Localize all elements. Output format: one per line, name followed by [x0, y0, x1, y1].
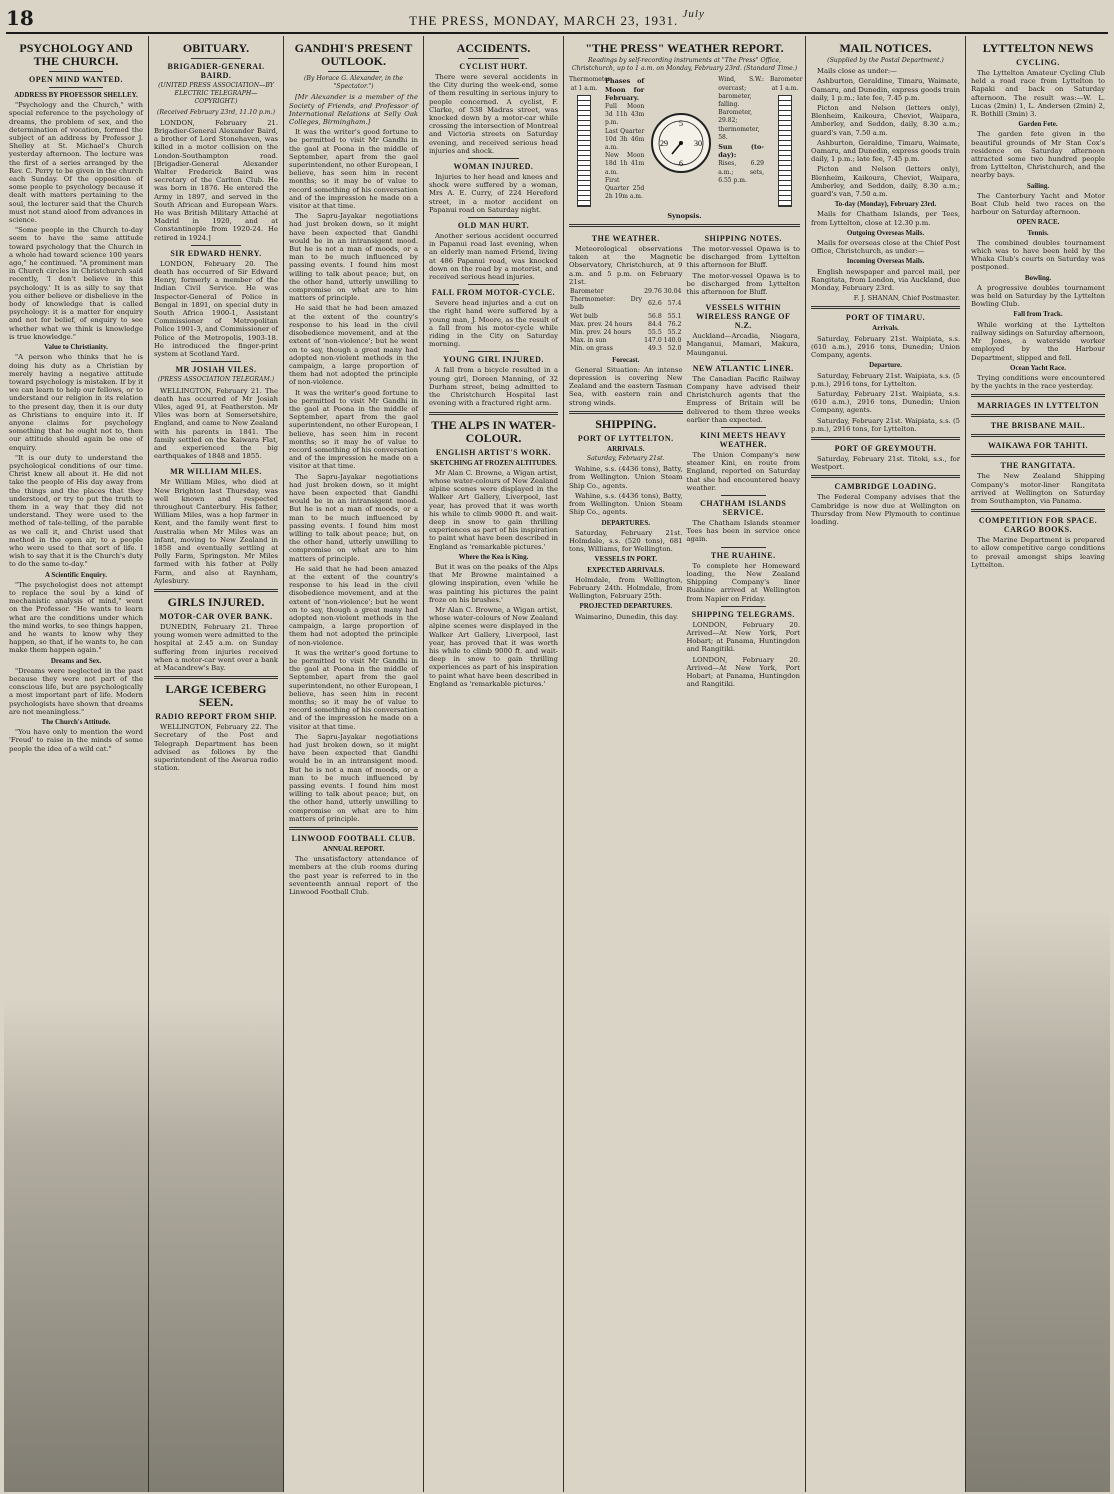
stat-value: 140.0 [663, 337, 682, 345]
forecast-head: Forecast. [612, 355, 640, 364]
headline-telegrams: SHIPPING TELEGRAMS. [691, 609, 795, 619]
article-paragraph: It was the writer's good fortune to be permitted to visit Mr Gandhi in the gaol at Poona in the middle of September, apart from the gaol superintendent, no other European, I believe, has seen him in recent months; so it may be of value to record something of his conversation and of the impression he made on a visitor at that time. [289, 648, 418, 731]
stat-label: Min. on grass [570, 345, 613, 353]
subhead-miles: MR WILLIAM MILES. [170, 467, 262, 477]
headline-shipping-notes: SHIPPING NOTES. [704, 234, 782, 244]
moon-phases [605, 76, 644, 208]
article-paragraph: He said that he had been amazed at the extent of the country's response to his lead in the civil disobedience movement, and at the extent of 'non-violence'; but he went on to say, though a great many had adopted non-violent methods in the campaign, a large proportion of them had not adopted the principle of non-violence. [289, 304, 418, 387]
masthead-title [46, 8, 1068, 29]
article-paragraph: English newspaper and parcel mail, per Rangitata, from London, via Auckland, due Monday, February 23rd. [811, 267, 960, 293]
article-paragraph: The Lyttelton Amateur Cycling Club held a road race from Lyttelton to Rapaki and back on Saturday afternoon. The result was:—W. L. Lucas (2min) 1, L. Andersen (2min) 2, R. Bothill (3min) 3. [971, 69, 1105, 119]
article-paragraph: Ashburton, Geraldine, Timaru, Waimate, Oamaru, and Dunedin, express goods train daily, 1 p.m.; late fee, 7.45 p.m. [811, 138, 960, 164]
weather-right [687, 231, 801, 690]
wind-reading: Wind, S.W.: overcast; barometer, falling. [718, 76, 764, 109]
subhead-annual-report: ANNUAL REPORT. [322, 845, 385, 854]
article-paragraph: The unsatisfactory attendance of members at the club rooms during the past year is referred to in the seventeenth annual report of the Linwood Football Club. [289, 855, 418, 897]
headline-chatham: CHATHAM ISLANDS SERVICE. [700, 499, 787, 518]
section-head: Tennis. [1027, 228, 1049, 237]
article-paragraph: Mails for overseas close at the Chief Post Office, Christchurch, as under:— [811, 239, 960, 256]
timaru-departure: Departure. [869, 361, 902, 370]
article-paragraph: WELLINGTON, February 22. The Secretary of the Post and Telegraph Department has been advised as follows by the superintendent of the Awarua radio station. [154, 723, 278, 773]
stat-value: 84.4 [648, 320, 662, 328]
article-paragraph: Mr Alan C. Browne, a Wigan artist, whose water-colours of New Zealand alpine scenes were displayed in the Walker Art Gallery, Liverpool, last year, has proved that it was worth his while to climb 9000 ft. and wait-deep in snow to gain thrilling experiences as part of his inspiration to paint what have been described in England as 'remarkable pictures.' [429, 468, 558, 551]
received-note: (Received February 23rd, 11.10 p.m.) [156, 108, 276, 116]
synopsis-head: Synopsis. [667, 211, 702, 220]
moon-phases-head: Phases of Moon for February. [605, 77, 645, 102]
headline-lyttelton-news: LYTTELTON NEWS [982, 41, 1094, 55]
stat-value: 30.04 [663, 288, 682, 296]
subhead-baird: BRIGADIER-GENERAL BAIRD. [167, 62, 265, 80]
article-paragraph: Another serious accident occurred in Papanui road last evening, when an elderly man named Friend, living at 486 Papanui road, was knocked down on the road by a motorist, and received serious head injuries. [429, 232, 558, 282]
article-paragraph: Auckland—Arcadia, Niagara, Manganui, Mamari, Makura, Maunganui. [686, 332, 800, 357]
headline-alps: THE ALPS IN WATER-COLOUR. [431, 417, 556, 445]
stat-label: Max. prev. 24 hours [570, 320, 633, 328]
headline-kini: KINI MEETS HEAVY WEATHER. [700, 431, 787, 450]
arrivals-head: ARRIVALS. [607, 444, 645, 453]
stat-value: 147.0 [644, 337, 662, 345]
column-gandhi [284, 36, 424, 1492]
moon-phase: Last Quarter 10d 3h 46m a.m. [605, 127, 645, 152]
article-paragraph: Injuries to her head and knees and shock were suffered by a woman, Mrs A. E. Curry, of 224 Hereford street, in a motor accident on Papanui road on Saturday night. [429, 173, 558, 214]
article-paragraph: "It is our duty to understand the psychological conditions of our time. Christ knew all about it. He did not take the people of His day away from the things and the places that they understood, or try to put the truth to them in a way that they did not understand. They were used to the method of tale-telling, of the parable as we call it, and Christ used that method in the open air, to a people who were used to that sort of life. I wish to say that it is the Church's duty to do the same to-day." [9, 453, 143, 569]
headline-accidents: ACCIDENTS. [456, 41, 531, 55]
signature: F. J. SHANAN, Chief Postmaster. [853, 294, 960, 303]
headline-iceberg: LARGE ICEBERG SEEN. [165, 682, 267, 710]
article-paragraph: Ashburton, Geraldine, Timaru, Waimate, Oamaru, and Dunedin, express goods train daily, 1 p.m.; late fee, 7.45 p.m. [811, 77, 960, 102]
article-paragraph: "Psychology and the Church," with special reference to the psychology of dreams, the problem of sex, and the determination of vocation, formed the subject of an address by Professor J. Shelley at St. Michael's Church yesterday afternoon. The lecture was the first of a series arranged by the Rev. C. Perry to be given in the church each Sunday. Of the opposition of some people to psychology because it dealt with matters pertaining to the soul, the lecturer said that the Church must not stand aloof from advances in science. [9, 101, 143, 225]
vessels-head: VESSELS IN PORT. [594, 555, 657, 564]
article-paragraph: General Situation: An intense depression is covering New Zealand and the eastern Tasman Sea, with eastern rain and strong winds. [569, 365, 683, 407]
stat-label: Min. prev. 24 hours [570, 329, 632, 337]
byline: (By Horace G. Alexander, in the "Spectator.") [303, 75, 404, 91]
weather-stats-row [569, 337, 683, 345]
timaru-arrivals: Arrivals. [872, 324, 899, 333]
article-paragraph: The Sapru-Jayakar negotiations had just broken down, so it might have been expected that Gandhi would be in an intransigent mood. But he is not a man of moods, or a man to be much influenced by passing events. I found him most willing to talk about peace; but, on the other hand, utterly unwilling to compromise on what are to him matters of principle. [289, 732, 418, 823]
article-paragraph: The Sapru-Jayakar negotiations had just broken down, so it might have been expected that Gandhi would be in an intransigent mood. But he is not a man of moods, or a man to be much influenced by passing events. I found him most willing to talk about peace; but, on the other hand, utterly unwilling to compromise on what are to him matters of principle. [289, 472, 418, 563]
headline-obituary: OBITUARY. [182, 41, 250, 55]
article-paragraph: Waimarino, Dunedin, this day. [575, 612, 679, 621]
headline-ruahine: THE RUAHINE. [710, 550, 776, 560]
headline-cambridge: CAMBRIDGE LOADING. [834, 482, 937, 492]
article-paragraph: DUNEDIN, February 21. Three young women were admitted to the hospital at 2.45 a.m. on Sunday suffering from injuries received when a motor-car went over a bank at Macandrew's Bay. [154, 622, 278, 672]
article-paragraph: Mails for Chatham Islands, per Tees, from Lyttelton, close at 12.30 p.m. [811, 210, 960, 227]
article-paragraph: The New Zealand Shipping Company's motor-liner Rangitata arrived at Wellington on Saturday from Southampton, via Panama. [971, 472, 1105, 505]
article-paragraph: The Canterbury Yacht and Motor Boat Club held two races on the harbour on Saturday afternoon. [971, 191, 1105, 217]
agency-credit: (UNITED PRESS ASSOCIATION—BY ELECTRIC TELEGRAPH—COPYRIGHT.) [158, 82, 274, 106]
article-paragraph: It was the writer's good fortune to be permitted to visit Mr Gandhi in the gaol at Poona in the middle of September, apart from the gaol superintendent, no other European, I believe, has seen him in recent months; so it may be of value to record something of his conversation and of the impression he made on a visitor at that time. [289, 388, 418, 471]
headline-marriages: MARRIAGES IN LYTTELTON [977, 401, 1099, 411]
stat-value: 55.5 [648, 329, 662, 337]
subhead-motorcar: MOTOR-CAR OVER BANK. [159, 611, 273, 621]
mail-source: (Supplied by the Postal Department.) [827, 57, 944, 64]
section-head: Ocean Yacht Race. [1010, 363, 1066, 372]
article-paragraph: Mails close as under:— [817, 67, 897, 76]
article-paragraph: To complete her Homeward loading, the New Zealand Shipping Company's liner Ruahine arrived at Wellington from Napier on Friday. [686, 561, 800, 603]
article-paragraph: Picton and Nelson (letters only), Blenheim, Kaikoura, Cheviot, Waipara, Amberley, and Seddon, daily, 8.30 a.m.; guard's van, 7.50 a.m. [811, 165, 960, 199]
article-paragraph: "Some people in the Church to-day seem to have the same attitude toward psychology that the Church in a whole had toward science 100 years ago," he continued. "A prominent man in Church circles in Christchurch said recently, 'I don't believe in this psychology.' It is as silly to say that you either believe or disbelieve in the body of knowledge that is called psychology: it is a matter for enquiry and not for belief, of enquiry to see whether what we think is knowledge is true knowledge." [9, 226, 143, 341]
article-paragraph: The Federal Company advises that the Cambridge is now due at Wellington on Thursday from New Plymouth to continue loading. [811, 493, 960, 526]
article-paragraph: "A person who thinks that he is doing his duty as a Christian by merely having a negative attitude toward psychology is mistaken. If by it we can learn to help our fellows, or to understand our religion in its relation to the present day, then it is our duty as Christians to enquire into it. If anyone claims for psychology something that he ought not to, then our attitude should again be one of enquiry. [9, 353, 143, 452]
article-paragraph: Saturday, February 21st. Waipiata, s.s. (610 a.m.), 2916 tons, Dunedin; Union Company, agents. [811, 389, 960, 415]
subhead-open-mind: OPEN MIND WANTED. [29, 75, 123, 84]
columns [4, 36, 1110, 1492]
article-paragraph: Severe head injuries and a cut on the right hand were suffered by a young man, J. Moore, as the result of a fall from his motor-cycle while riding in the City on Saturday morning. [429, 299, 558, 349]
page-number: 18 [6, 6, 34, 30]
subhead-cyclist: CYCLIST HURT. [459, 62, 528, 71]
column-psychology [4, 36, 149, 1492]
headline-psychology: PSYCHOLOGY AND THE CHURCH. [19, 41, 133, 68]
stat-label: Wet bulb [570, 312, 598, 320]
article-paragraph: But it was on the peaks of the Alps that Mr Browne maintained a glowing inspiration, even 'while he was painting his pictures the paint froze on his brushes.' [429, 562, 558, 604]
headline-weather-report: "THE PRESS" WEATHER REPORT. [585, 41, 784, 55]
headline-waikawa: WAIKAWA FOR TAHITI. [987, 441, 1089, 451]
section-head: To-day (Monday), February 23rd. [834, 200, 937, 209]
article-paragraph: While working at the Lyttelton railway sidings on Saturday afternoon, Mr Jones, a waterside worker employed by the Harbour Department, slipped and fell. [971, 320, 1105, 362]
section-head: Garden Fete. [1018, 120, 1058, 129]
section-head: A Scientific Enquiry. [44, 570, 108, 579]
section-head: Incoming Overseas Mails. [846, 257, 925, 266]
sun-head: Sun (to-day): [718, 143, 764, 160]
print-shadow [966, 910, 1110, 1492]
barometer-dial [650, 76, 712, 208]
print-shadow [149, 997, 283, 1492]
handwritten-annotation: July [682, 8, 705, 20]
subhead-artist: ENGLISH ARTIST'S WORK. [435, 447, 552, 457]
subhead-fall: FALL FROM MOTOR-CYCLE. [431, 288, 556, 298]
subhead-sketching: SKETCHING AT FROZEN ALTITUDES. [430, 458, 557, 467]
article-paragraph: Saturday, February 21st. Titoki, s.s., for Westport. [811, 454, 960, 472]
stat-label: Max. in sun [570, 337, 607, 345]
weather-stats-row [569, 288, 683, 296]
stat-value: 55.1 [667, 312, 682, 320]
article-paragraph: Holmdale, from Wellington, February 24th. Holmdale, from Wellington, February 25th. [569, 575, 683, 601]
subhead-woman: WOMAN INJURED. [453, 162, 534, 172]
barometer-dial-icon [650, 112, 712, 174]
article-paragraph: Saturday, February 21st. Waipiata, s.s. (5 p.m.), 2916 tons, for Lyttelton. [811, 416, 960, 433]
section-head: Outgoing Overseas Mails. [846, 228, 925, 237]
article-paragraph: A fall from a bicycle resulted in a young girl, Doreen Manning, of 32 Durham street, being admitted to the Christchurch Hospital last evening with a fractured right arm. [429, 366, 558, 408]
article-paragraph: He said that he had been amazed at the extent of the country's response to his lead in the civil disobedience movement, and at the extent of 'non-violence'; but he went on to say, though a great many had adopted non-violent methods in the campaign, a large proportion of them had not adopted the principle of non-violence. [289, 564, 418, 647]
moon-phase: First Quarter 25d 2h 19m a.m. [605, 176, 645, 201]
projected-head: PROJECTED DEPARTURES. [579, 602, 673, 611]
svg-text:5: 5 [679, 118, 684, 128]
section-head: Bowling. [1024, 273, 1052, 282]
article-paragraph: "You have only to mention the word 'Freud' to raise in the minds of some people the idea of a wild cat." [9, 728, 143, 753]
barometer-graphic [778, 95, 792, 207]
subhead-old-man: OLD MAN HURT. [457, 221, 530, 231]
departures-head: DEPARTURES. [601, 518, 650, 527]
article-paragraph: LONDON, February 21. Brigadier-General Alexander Baird, a brother of Lord Stonehaven, was killed in a motor collision on the London-Southampton road. [Brigadier-General Alexander Walter Frederick Baird was secretary of the Carlton Club. He was born in 1876. He entered the Army in 1897, and served in the South African and European Wars. He was British Military Attaché at Madrid in 1920, and at Constantinople from 1920-24. He retired in 1924.] [154, 118, 278, 242]
sun-times [718, 76, 764, 208]
article-paragraph: LONDON, February 20. Arrived—At New York, Port Hobart; at Panama, Huntingdon and Rangitiki. [686, 655, 800, 689]
headline-greymouth: PORT OF GREYMOUTH. [834, 443, 937, 453]
headline-girls-injured: GIRLS INJURED. [167, 594, 265, 609]
svg-text:6: 6 [679, 158, 684, 168]
article-paragraph: Trying conditions were encountered by the yachts in the race yesterday. [971, 373, 1105, 391]
subhead-henry: SIR EDWARD HENRY. [170, 248, 262, 258]
article-paragraph: The combined doubles tournament which was to have been held by the Whaka Club's courts on Saturday was postponed. [971, 238, 1105, 272]
instrument-readings: Barometer, 29.82; thermometer, 58. [718, 109, 760, 141]
subhead-lyttelton: PORT OF LYTTELTON. [577, 433, 674, 443]
stat-value: 49.3 [648, 345, 662, 353]
article-paragraph: LONDON, February 20. The death has occurred of Sir Edward Henry, formerly a member of the Indian Civil Service. He was Inspector-General of Police in Bengal in 1891, on special duty in South Africa 1900-1, Assistant Commissioner of Metropolitan Police 1901-3, and Commissioner of Police of the Metropolis, 1903-18. He introduced the finger-print system at Scotland Yard. [154, 259, 278, 359]
stat-value: 57.4 [667, 300, 682, 308]
article-paragraph: A progressive doubles tournament was held on Saturday by the Lyttelton Bowling Club. [971, 283, 1105, 309]
headline-competition: COMPETITION FOR SPACE. CARGO BOOKS. [978, 516, 1098, 535]
headline-atlantic: NEW ATLANTIC LINER. [692, 363, 794, 373]
stat-value: 55.2 [667, 329, 682, 337]
weather-stats-table [569, 288, 683, 354]
moon-phase: New Moon 18d 1h 41m a.m. [605, 152, 645, 176]
stat-value: 56.8 [648, 312, 662, 320]
headline-gandhi: GANDHI'S PRESENT OUTLOOK. [294, 41, 413, 68]
weather-instruments [569, 76, 803, 208]
masthead [6, 6, 1108, 34]
article-paragraph: LONDON, February 20. Arrived—At New York, Port Hobart; at Panama, Huntingdon and Rangitiki. [686, 620, 800, 654]
subhead-cycling: CYCLING. [1016, 58, 1060, 67]
section-head: Fall from Track. [1013, 310, 1063, 319]
column-obituary [149, 36, 284, 1492]
section-head: The Church's Attitude. [41, 718, 111, 727]
svg-text:29: 29 [660, 138, 669, 148]
thermometer-label: Thermometer at 1 a.m. [569, 76, 611, 92]
subhead-address: ADDRESS BY PROFESSOR SHELLEY. [14, 91, 138, 99]
article-paragraph: The garden fete given in the beautiful grounds of Mr Stan Cox's residence on Saturday afternoon attracted some two hundred people from Lyttelton, Christchurch, and the nearby bays. [971, 130, 1105, 180]
section-head: Dreams and Sex. [50, 656, 102, 665]
barometer-label: Barometer at 1 a.m. [770, 76, 803, 92]
section-head: OPEN RACE. [1016, 218, 1060, 227]
subhead-girl: YOUNG GIRL INJURED. [443, 355, 544, 365]
weather-left [569, 231, 683, 690]
column-mail-notices [806, 36, 966, 1492]
headline-shipping: SHIPPING. [595, 416, 657, 431]
article-paragraph: The Sapru-Jayakar negotiations had just broken down, so it might have been expected that Gandhi would be in an intransigent mood. But he is not a man of moods, or a man to be much influenced by passing events. I found him most willing to talk about peace; but, on the other hand, utterly unwilling to compromise on what are to him matters of principle. [289, 212, 418, 303]
weather-subline: Readings by self-recording instruments at "The Press" Office, Christchurch, up to 1 a.m. on Monday, February 23rd. (Standard Time.) [571, 57, 798, 73]
article-paragraph: It was the writer's good fortune to be permitted to visit Mr Gandhi in the gaol at Poona in the middle of September, apart from the gaol superintendent, no other European, I believe, has seen him in recent months; so it may be of value to record something of his conversation and of the impression he made on a visitor at that time. [289, 128, 418, 211]
article-paragraph: "Dreams were neglected in the past because they were not part of the conscious life, but are psychologically a most important part of life. Modern psychologists have shown that dreams are not meaningless." [9, 666, 143, 716]
column-weather-shipping [564, 36, 806, 1492]
subhead-radio: RADIO REPORT FROM SHIP. [155, 712, 277, 722]
article-paragraph: Saturday, February 21st. Waipiata, s.s. (5 p.m.), 2916 tons, for Lyttelton. [811, 371, 960, 388]
article-paragraph: Saturday, February 21st. Waipiata, s.s. (610 a.m.), 2916 tons, Dunedin; Union Company, agents. [811, 334, 960, 360]
article-paragraph: The Chatham Islands steamer Tees has been in service once again. [686, 519, 800, 544]
stat-value: 62.6 [648, 300, 662, 308]
moon-phase: Full Moon 3d 11h 43m p.m. [605, 103, 645, 127]
article-paragraph: Mr William Miles, who died at New Brighton last Thursday, was well known and respected throughout Canterbury. His father, William Miles, was a hop farmer in Kent, and the family went first to Australia when Mr Miles was an infant, moving to New Zealand in 1858 and eventually settling at Polly Farm, Springston. Mr Miles farmed with his father at Polly Farm, and also at Raynham, Aylesbury. [154, 478, 278, 585]
stat-label: Thermometer: Dry bulb [570, 296, 643, 312]
headline-vessels-within: VESSELS WITHIN WIRELESS RANGE OF N.Z. [696, 303, 791, 331]
article-paragraph: Picton and Nelson (letters only), Blenheim, Kaikoura, Cheviot, Waipara, Amberley, and Seddon, daily, 8.30 a.m.; guard's van, 7.50 a.m. [811, 104, 960, 137]
headline-linwood: LINWOOD FOOTBALL CLUB. [291, 834, 416, 844]
section-head: Where the Kea is King. [458, 552, 529, 561]
expected-head: EXPECTED ARRIVALS. [587, 565, 665, 574]
article-paragraph: Meteorological observations taken at the Magnetic Observatory, Christchurch, at 9 a.m. and 5 p.m. on February 21st. [569, 245, 683, 286]
section-head: Sailing. [1026, 181, 1050, 190]
subhead-viles: MR JOSIAH VILES. [175, 365, 257, 375]
section-head: Value to Christianity. [44, 343, 108, 352]
headline-brisbane: THE BRISBANE MAIL. [990, 421, 1086, 431]
barometer-panel [770, 76, 803, 208]
column-lyttelton [966, 36, 1110, 1492]
article-paragraph: "The psychologist does not attempt to replace the soul by a kind of mechanistic analysis of mind," went on the Professor. "He wants to learn what are the conditions under which the mind works, to see things happen, and he wants to know why they happen, so that, if he wants to, he can make them happen again." [9, 580, 143, 655]
agency-credit: (PRESS ASSOCIATION TELEGRAM.) [157, 376, 275, 384]
weather-stats-row [569, 345, 683, 353]
weather-stats-row [569, 313, 683, 321]
article-paragraph: Wahine, s.s. (4436 tons), Batty, from Wellington. Union Steam Ship Co., agents. [569, 491, 683, 517]
headline-the-weather: THE WEATHER. [591, 234, 660, 244]
stat-value: 29.76 [644, 288, 662, 296]
article-paragraph: Mr Alan C. Browne, a Wigan artist, whose water-colours of New Zealand alpine scenes were displayed in the Walker Art Gallery, Liverpool, last year, has proved that it was worth his while to climb 9000 ft. and wait-deep in snow to gain thrilling experiences as part of his inspiration to paint what have been described in England as 'remarkable pictures.' [429, 605, 558, 688]
arrivals-date: Saturday, February 21st. [586, 455, 665, 463]
article-paragraph: The motor-vessel Opawa is to be discharged from Lyttelton this afternoon for Bluff. [686, 245, 800, 270]
sun-times-text: Rises, 6.29 a.m.; sets, 6.55 p.m. [718, 160, 764, 184]
print-shadow [4, 997, 148, 1492]
headline-mail-notices: MAIL NOTICES. [839, 41, 932, 55]
article-paragraph: WELLINGTON, February 21. The death has occurred of Mr Josiah Viles, aged 91, at Featherston. Mr Viles was born at Somersetshire, England, and came to New Zealand with his parents in 1841. The family settled on the Kaiwara Flat, and experienced the big earthquakes of 1848 and 1855. [154, 386, 278, 461]
column-accidents [424, 36, 564, 1492]
thermometer-panel [569, 76, 611, 208]
svg-text:30: 30 [694, 138, 703, 148]
stat-value: 76.2 [667, 320, 682, 328]
headline-timaru: PORT OF TIMARU. [845, 313, 926, 323]
weather-stats-row [569, 329, 683, 337]
weather-stats-row [569, 296, 683, 312]
article-paragraph: The Canadian Pacific Railway Company have advised their Christchurch agents that the Empress of Britain will be delivered to them three weeks earlier than expected. [686, 374, 800, 424]
article-paragraph: There were several accidents in the City during the week-end, some of them resulting in serious injury to people concerned. A cyclist, F. Clarke, of 538 Madras street, was knocked down by a motor-car while crossing the intersection of Montreal and Victoria streets on Saturday evening, and received serious head injuries and shock. [429, 73, 558, 155]
article-paragraph: Wahine, s.s. (4436 tons), Batty, from Wellington. Union Steam Ship Co., agents. [569, 465, 683, 490]
weather-sub-columns [569, 231, 800, 690]
weather-stats-row [569, 321, 683, 329]
article-paragraph: The Union Company's new steamer Kini, en route from England, reported on Saturday that she had encountered heavy weather. [686, 451, 800, 492]
article-paragraph: The Marine Department is prepared to allow competitive cargo conditions to prevail amongst ships leaving Lyttelton. [971, 536, 1105, 569]
article-intro: [Mr Alexander is a member of the Society of Friends, and Professor of International Relations at Selly Oak Colleges, Birmingham.] [289, 93, 418, 127]
stat-value: 52.0 [667, 345, 682, 353]
article-paragraph: Saturday, February 21st. Holmdale, s.s. (520 tons), 681 tons, Williams, for Wellington. [569, 528, 683, 554]
article-paragraph: The motor-vessel Opawa is to be discharged from Lyttelton this afternoon for Bluff. [686, 271, 800, 297]
headline-rangitata: THE RANGITATA. [1000, 461, 1076, 471]
thermometer-graphic [577, 95, 591, 207]
masthead-title-text: THE PRESS, MONDAY, MARCH 23, 1931. [409, 13, 679, 28]
stat-label: Barometer [570, 288, 604, 296]
